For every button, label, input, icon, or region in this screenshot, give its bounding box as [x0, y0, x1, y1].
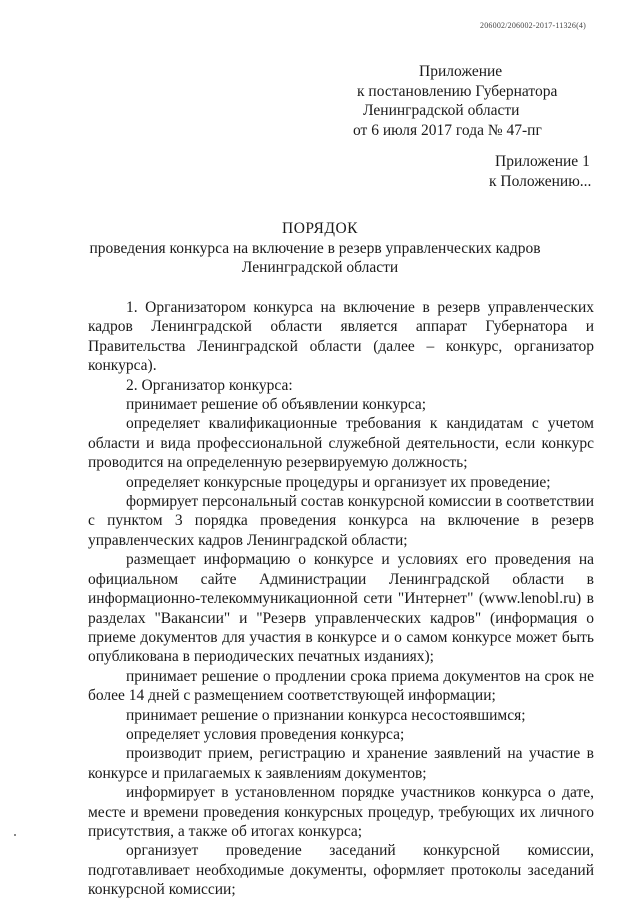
paragraph: определяет квалификационные требования к кандидатам с учетом области и вида профессиональной служебной деятельности, если конкурс проводится на определенную резервируемую должность; [88, 415, 594, 472]
paragraph: производит прием, регистрацию и хранение заявлений на участие в конкурсе и прилагаемых к заявлениям документов; [88, 745, 594, 782]
annex-line: Ленинградской области [363, 102, 520, 119]
paragraph: 2. Организатор конкурса: [126, 376, 293, 394]
paragraph: определяет конкурсные процедуры и организует их проведение; [126, 473, 551, 491]
paragraph: информирует в установленном порядке участников конкурса о дате, месте и времени проведения конкурсных процедур, требующих их личного присутствия, а также об итогах конкурса; [88, 784, 594, 840]
paragraph: организует проведение заседаний конкурсной комиссии, подготавливает необходимые документы, оформляет протоколы заседаний конкурсной комиссии; [88, 842, 594, 899]
title-subtitle-line: Ленинградской области [241, 259, 399, 276]
title-heading: ПОРЯДОК [282, 220, 358, 237]
document-registration-code: 206002/206002-2017-11326(4) [480, 21, 586, 30]
paragraph: принимает решение о продлении срока приема документов на срок не более 14 дней с размещением соответствующей информации; [88, 667, 594, 705]
annex-line: к постановлению Губернатора [357, 82, 558, 100]
document-title [0, 219, 640, 278]
annex-reference-line: к Положению... [489, 172, 592, 190]
paragraph: определяет условия проведения конкурса; [126, 725, 405, 743]
annex-line: от 6 июля 2017 года № 47-пг [353, 121, 542, 139]
paragraph: 1. Организатором конкурса на включение в резерв управленческих кадров Ленинградской области является аппарат Губернатора и Правительства Ленинградской области (далее – конкурс, организатор конкурса). [88, 299, 594, 375]
annex-reference-block [489, 152, 591, 191]
paragraph: формирует персональный состав конкурсной комиссии в соответствии с пунктом 3 порядка проведения конкурса на включение в резерв управленческих кадров Ленинградской области; [88, 493, 594, 549]
annex-line: Приложение [419, 63, 503, 80]
title-subtitle-line: проведения конкурса на включение в резерв управленческих кадров [89, 239, 541, 257]
paragraph: размещает информацию о конкурсе и условиях его проведения на официальном сайте Администрации Ленинградской области в информационно-телекоммуникационной сети "Интернет" (www.lenobl.ru) в разделах "Вакансии" и "Резерв управленческих кадров" (информация о приеме документов для участия в конкурсе и о самом конкурсе может быть опубликована в периодических печатных изданиях); [88, 551, 594, 666]
annex-block [349, 62, 557, 140]
annex-reference-line: Приложение 1 [495, 153, 590, 170]
paragraph: принимает решение об объявлении конкурса; [126, 396, 427, 414]
paragraph: принимает решение о признании конкурса несостоявшимся; [126, 706, 526, 724]
document-body [88, 298, 594, 900]
scan-speck [14, 834, 16, 836]
